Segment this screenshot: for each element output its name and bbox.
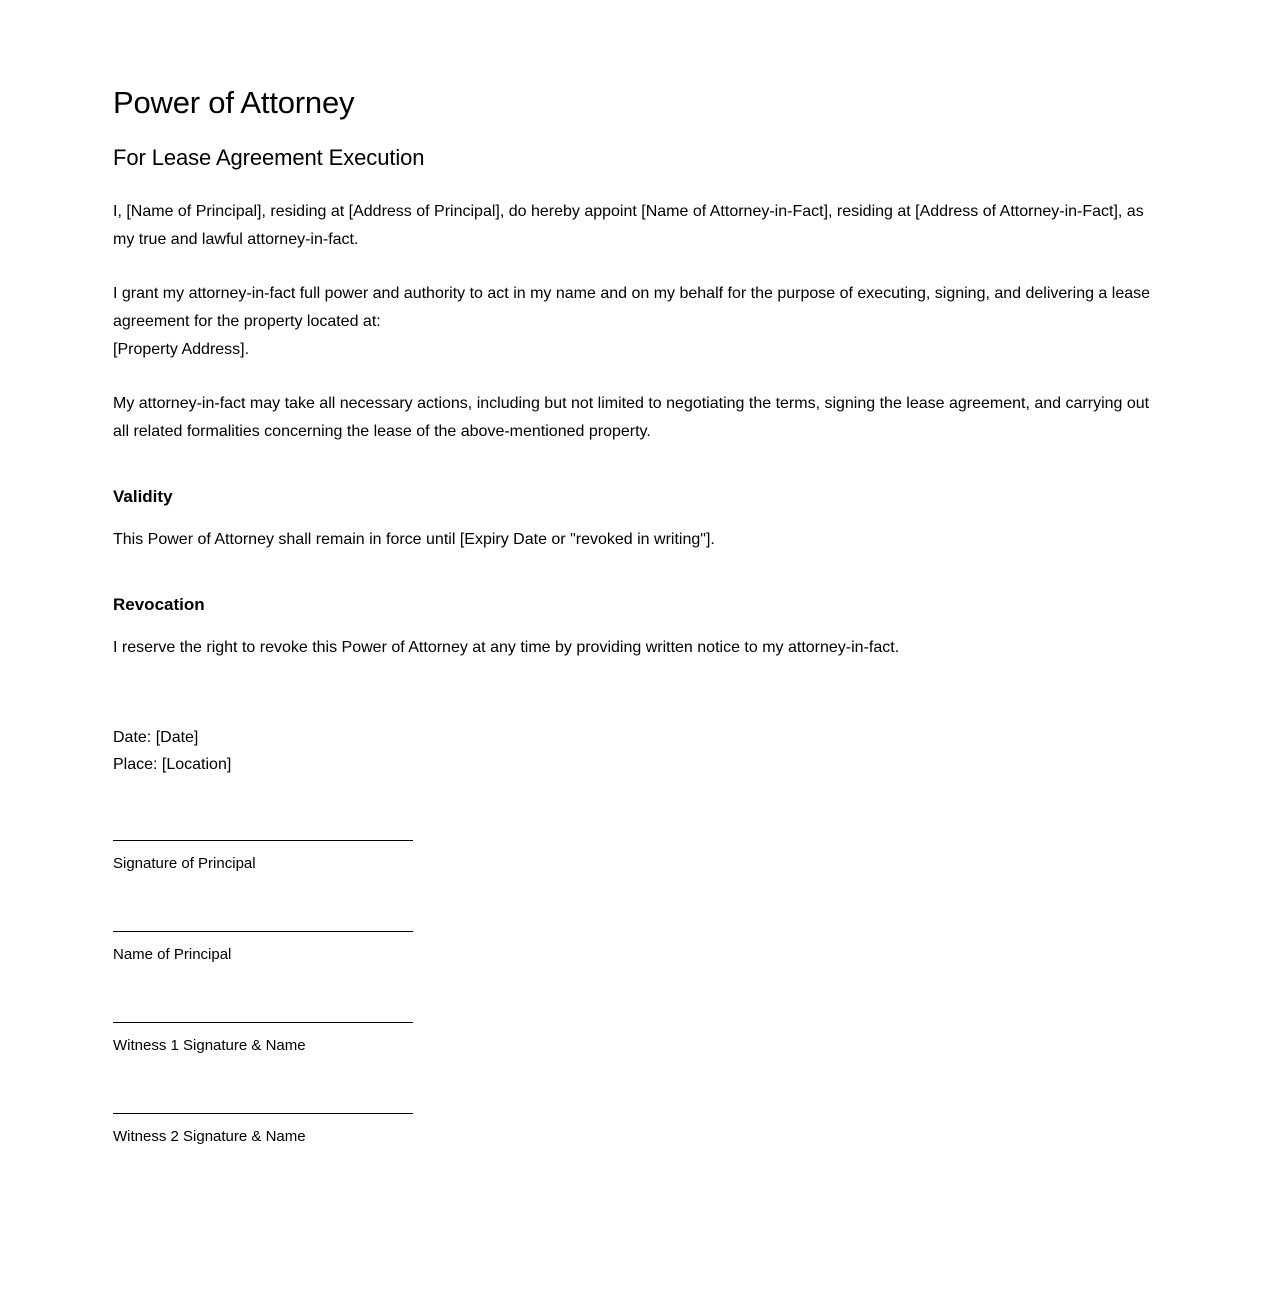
- grant-of-power-text: I grant my attorney-in-fact full power and authority to act in my name and on my behalf for the purpose of executing, signing, and delivering a lease agreement for the property located at:: [113, 285, 1151, 330]
- execution-details: [113, 724, 1169, 778]
- signature-rule: [113, 1113, 413, 1114]
- signature-label: Witness 2 Signature & Name: [113, 1128, 306, 1145]
- signature-block-witness-2: [113, 1113, 1169, 1147]
- signature-rule: [113, 1022, 413, 1023]
- signature-section: [113, 840, 1169, 1147]
- paragraph-appointment: I, [Name of Principal], residing at [Address of Principal], do hereby appoint [Name of Attorney-in-Fact], residing at [Address of Attorney-in-Fact], as my true and lawful attorney-in-fact.: [113, 203, 1144, 248]
- property-address-placeholder: [Property Address].: [113, 341, 250, 358]
- section-heading-validity: Validity: [113, 487, 173, 506]
- signature-rule: [113, 931, 413, 932]
- section-heading-revocation: Revocation: [113, 595, 205, 614]
- signature-label: Signature of Principal: [113, 855, 256, 872]
- document-body: [113, 84, 1169, 1147]
- paragraph-grant-of-power: [113, 280, 1169, 364]
- page-title: Power of Attorney: [113, 85, 355, 120]
- signature-rule: [113, 840, 413, 841]
- signature-block-principal-signature: [113, 840, 1169, 874]
- paragraph-scope-of-actions: My attorney-in-fact may take all necessary actions, including but not limited to negotiating the terms, signing the lease agreement, and carrying out all related formalities concerning the lease of the above-mentioned property.: [113, 395, 1150, 440]
- signature-label: Witness 1 Signature & Name: [113, 1037, 306, 1054]
- signature-block-witness-1: [113, 1022, 1169, 1056]
- place-line: Place: [Location]: [113, 756, 232, 773]
- section-body-validity: This Power of Attorney shall remain in force until [Expiry Date or "revoked in writing"].: [113, 531, 715, 548]
- signature-label: Name of Principal: [113, 946, 232, 963]
- document-subtitle: For Lease Agreement Execution: [113, 145, 425, 170]
- date-line: Date: [Date]: [113, 729, 199, 746]
- section-body-revocation: I reserve the right to revoke this Power of Attorney at any time by providing written notice to my attorney-in-fact.: [113, 639, 900, 656]
- signature-block-principal-name: [113, 931, 1169, 965]
